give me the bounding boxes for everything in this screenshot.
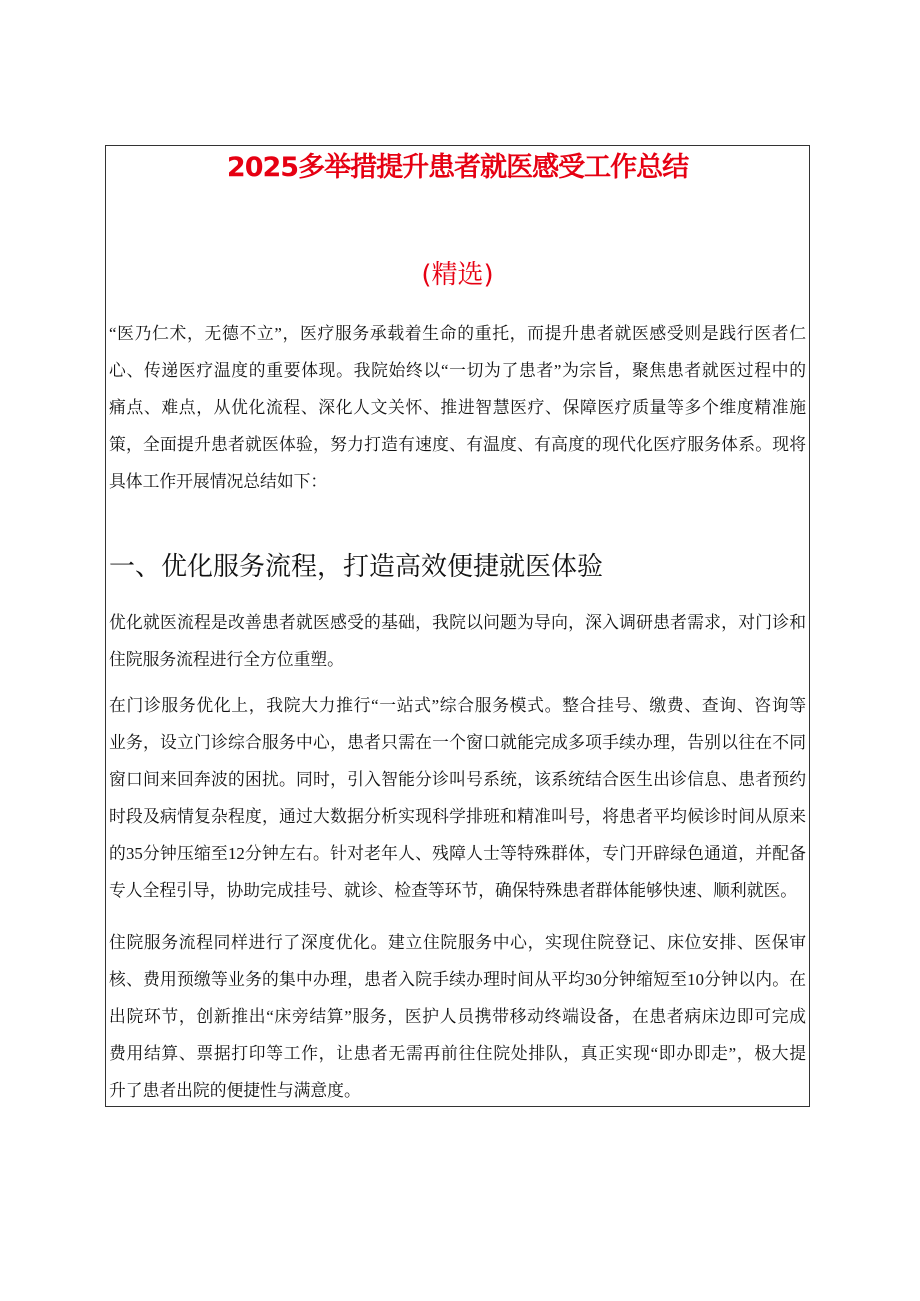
- paragraph-line: “医乃仁术，无德不立”，医疗服务承载着生命的重托，而提升患者就医感受则是践行医者仁: [109, 323, 806, 343]
- paragraph-line: 策，全面提升患者就医体验，努力打造有速度、有温度、有高度的现代化医疗服务体系。现将: [109, 434, 806, 454]
- document-page: [105, 145, 810, 1107]
- paragraph-line: 费用结算、票据打印等工作，让患者无需再前往住院处排队，真正实现“即办即走”，极大提: [109, 1043, 806, 1063]
- body-paragraph: [109, 924, 806, 1109]
- paragraph-line: 出院环节，创新推出“床旁结算”服务，医护人员携带移动终端设备，在患者病床边即可完成: [109, 1006, 806, 1026]
- paragraph-line: 住院服务流程进行全方位重塑。: [109, 649, 344, 669]
- intro-paragraph: [109, 315, 806, 500]
- section-heading: 一、优化服务流程，打造高效便捷就医体验: [109, 552, 604, 582]
- paragraph-line: 时段及病情复杂程度，通过大数据分析实现科学排班和精准叫号，将患者平均候诊时间从原来: [109, 806, 806, 826]
- body-paragraph: [109, 604, 806, 678]
- document-subtitle: (精选): [421, 260, 494, 290]
- paragraph-line: 业务，设立门诊综合服务中心，患者只需在一个窗口就能完成多项手续办理，告别以往在不同: [109, 732, 806, 752]
- paragraph-line: 窗口间来回奔波的困扰。同时，引入智能分诊叫号系统，该系统结合医生出诊信息、患者预约: [109, 769, 806, 789]
- paragraph-line: 心、传递医疗温度的重要体现。我院始终以“一切为了患者”为宗旨，聚焦患者就医过程中的: [109, 360, 806, 380]
- paragraph-line: 住院服务流程同样进行了深度优化。建立住院服务中心，实现住院登记、床位安排、医保审: [109, 932, 806, 952]
- paragraph-line: 痛点、难点，从优化流程、深化人文关怀、推进智慧医疗、保障医疗质量等多个维度精准施: [109, 397, 806, 417]
- paragraph-line: 专人全程引导，协助完成挂号、就诊、检查等环节，确保特殊患者群体能够快速、顺利就医。: [109, 880, 798, 900]
- paragraph-line: 升了患者出院的便捷性与满意度。: [109, 1080, 361, 1100]
- body-paragraph: [109, 687, 806, 909]
- paragraph-line: 具体工作开展情况总结如下：: [109, 471, 328, 491]
- paragraph-line: 核、费用预缴等业务的集中办理，患者入院手续办理时间从平均30分钟缩短至10分钟以内。在: [109, 969, 806, 989]
- document-title: 2025多举措提升患者就医感受工作总结: [226, 152, 689, 183]
- paragraph-line: 优化就医流程是改善患者就医感受的基础，我院以问题为导向，深入调研患者需求，对门诊和: [109, 612, 806, 632]
- paragraph-line: 在门诊服务优化上，我院大力推行“一站式”综合服务模式。整合挂号、缴费、查询、咨询等: [109, 695, 806, 715]
- paragraph-line: 的35分钟压缩至12分钟左右。针对老年人、残障人士等特殊群体，专门开辟绿色通道，并配备: [109, 843, 806, 863]
